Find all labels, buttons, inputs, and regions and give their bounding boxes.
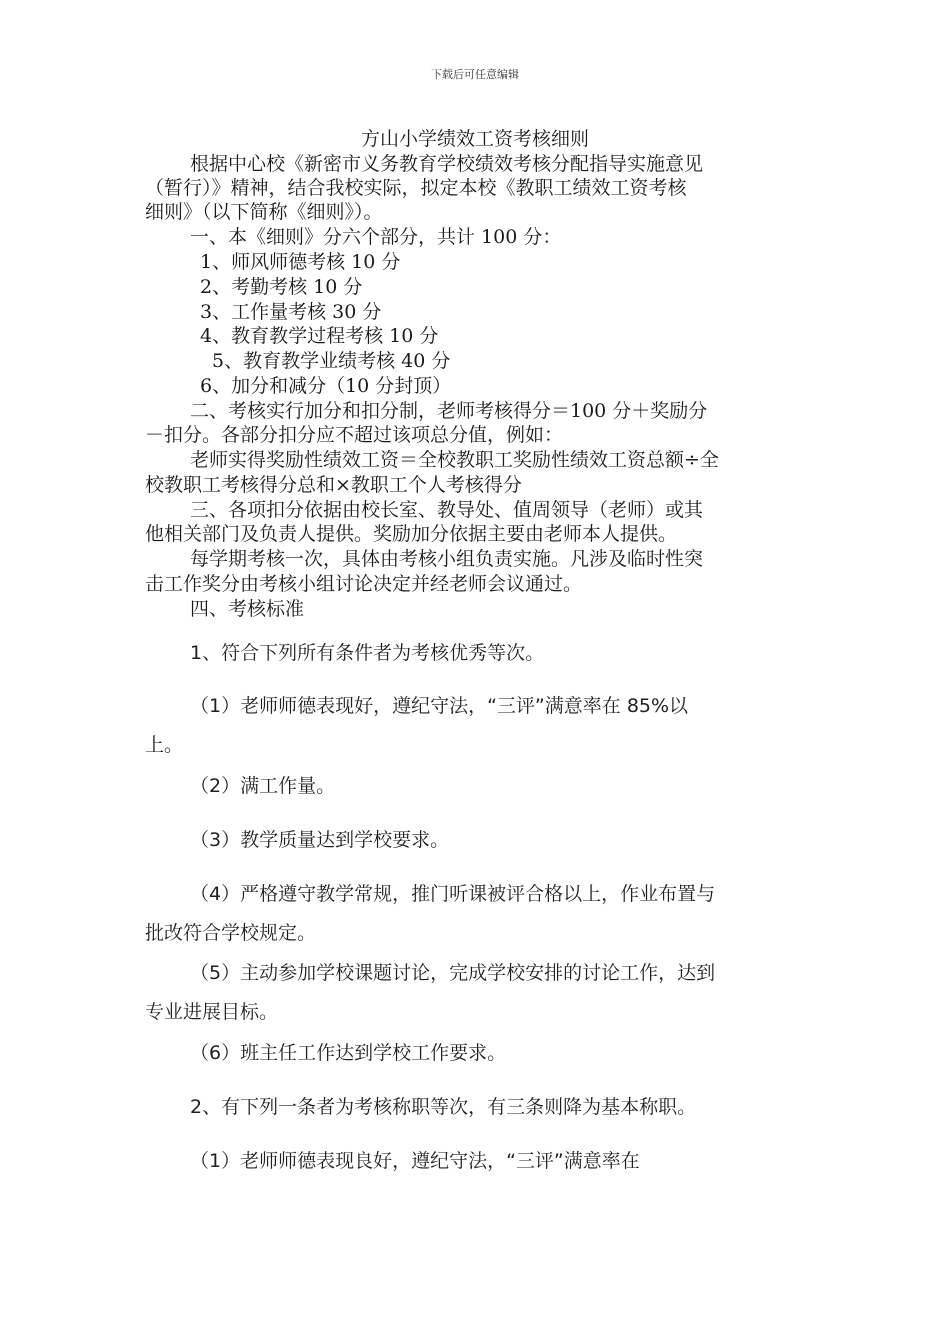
- text-line: 老师实得奖励性绩效工资＝全校教职工奖励性绩效工资总额÷全: [190, 449, 719, 471]
- text-line: （5）主动参加学校课题讨论，完成学校安排的讨论工作，达到: [190, 962, 716, 984]
- text-line: 他相关部门及负责人提供。奖励加分依据主要由老师本人提供。: [145, 523, 678, 545]
- text-line: －扣分。各部分扣分应不超过该项总分值，例如：: [145, 424, 564, 446]
- text-line: （6）班主任工作达到学校工作要求。: [190, 1042, 507, 1064]
- text-line: 根据中心校《新密市义务教育学校绩效考核分配指导实施意见: [190, 153, 704, 175]
- text-line: （暂行）》精神，结合我校实际，拟定本校《教职工绩效工资考核: [145, 177, 687, 199]
- text-line: 校教职工考核得分总和×教职工个人考核得分: [145, 474, 522, 496]
- text-line: 3、工作量考核 30 分: [200, 301, 382, 323]
- text-line: 三、各项扣分依据由校长室、教导处、值周领导（老师）或其: [190, 499, 704, 521]
- page-header-note: 下载后可任意编辑: [431, 68, 519, 81]
- text-line: 批改符合学校规定。: [145, 922, 317, 944]
- text-line: 专业进展目标。: [145, 1001, 279, 1023]
- text-line: 四、考核标准: [190, 598, 305, 620]
- text-line: （1）老师师德表现好，遵纪守法，“三评”满意率在 85%以: [190, 695, 689, 717]
- text-line: 6、加分和减分（10 分封顶）: [200, 375, 452, 397]
- text-line: （3）教学质量达到学校要求。: [190, 829, 450, 851]
- text-line: 2、考勤考核 10 分: [200, 276, 363, 298]
- text-line: 击工作奖分由考核小组讨论决定并经老师会议通过。: [145, 573, 583, 595]
- document-title: 方山小学绩效工资考核细则: [360, 128, 589, 150]
- text-line: （1）老师师德表现良好，遵纪守法，“三评”满意率在: [190, 1150, 640, 1172]
- text-line: 一、本《细则》分六个部分，共计 100 分：: [190, 226, 562, 248]
- text-line: 上。: [145, 734, 184, 756]
- text-line: 2、有下列一条者为考核称职等次，有三条则降为基本称职。: [190, 1096, 697, 1118]
- text-line: 二、考核实行加分和扣分制，老师考核得分＝100 分＋奖励分: [190, 400, 708, 422]
- text-line: 4、教育教学过程考核 10 分: [200, 325, 439, 347]
- text-line: 细则》（以下简称《细则》）。: [145, 201, 383, 223]
- text-line: 5、教育教学业绩考核 40 分: [212, 350, 451, 372]
- text-line: 1、师风师德考核 10 分: [200, 251, 401, 273]
- text-line: 每学期考核一次，具体由考核小组负责实施。凡涉及临时性突: [190, 548, 704, 570]
- text-line: 1、符合下列所有条件者为考核优秀等次。: [190, 642, 545, 664]
- text-line: （4）严格遵守教学常规，推门听课被评合格以上，作业布置与: [190, 883, 716, 905]
- text-line: （2）满工作量。: [190, 775, 336, 797]
